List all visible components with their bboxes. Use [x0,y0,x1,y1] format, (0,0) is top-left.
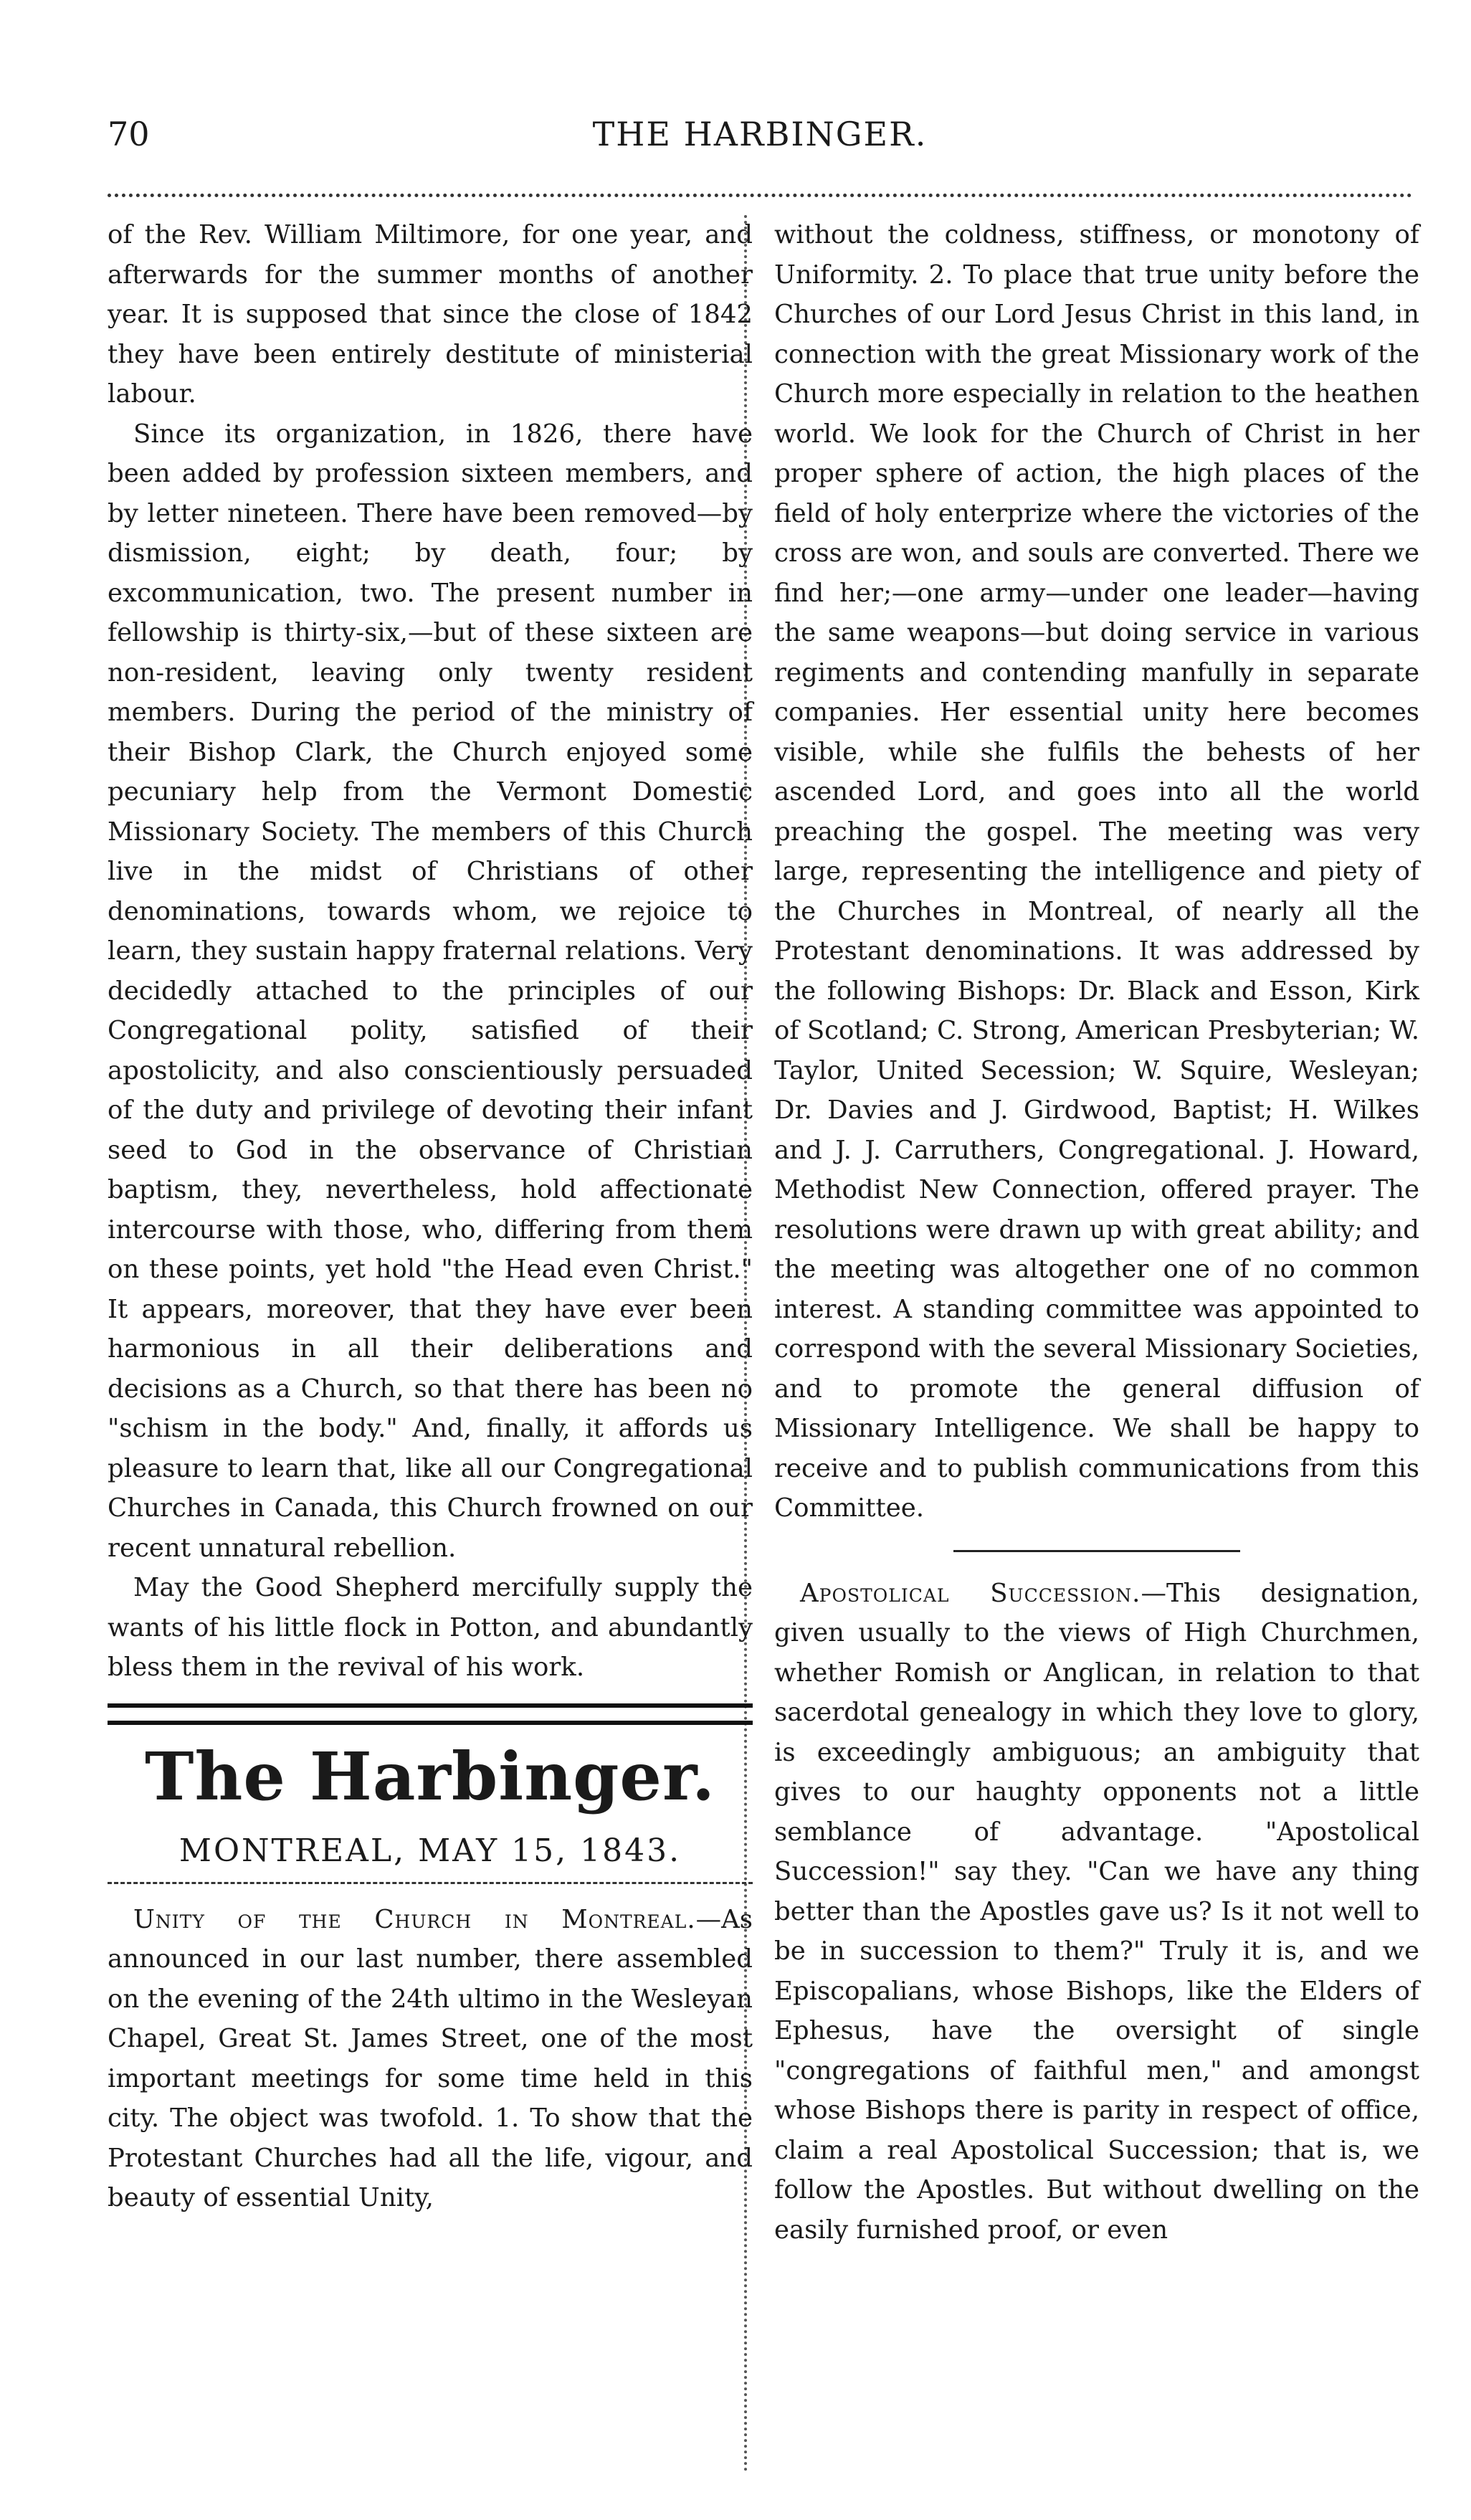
page-number: 70 [108,115,150,153]
article-body: —As announced in our last number, there assembled on the evening of the 24th ultimo in the Wesleyan Chapel, Great St. James Street, one of the most important meetings for some time held in this city. The object was twofold. 1. To show that the Protestant Churches had all the life, vigour, and beauty of essential Unity, [108,1904,753,2212]
masthead-rule [108,1703,753,1725]
article-unity [108,1900,753,2218]
dateline: MONTREAL, MAY 15, 1843. [178,1832,682,1869]
article-heading: Apostolical Succession. [800,1578,1141,1608]
running-title: THE HARBINGER. [592,115,928,153]
right-column [774,215,1419,2250]
paragraph: of the Rev. William Miltimore, for one year, and afterwards for the summer months of another year. It is supposed that since the close of 1842 they have been entirely destitute of ministerial labour. [108,220,753,409]
article-body: —This designation, given usually to the views of High Churchmen, whether Romish or Anglican, in relation to that sacerdotal genealogy in which they love to glory, is exceedingly ambiguous; an ambiguity that gives to our haughty opponents not a little semblance of advantage. "Apostolical Succession!" say they. "Can we have any thing better than the Apostles gave us? Is it not well to be in succession to them?" Truly it is, and we Episcopalians, whose Bishops, like the Elders of Ephesus, have the oversight of single "congregations of faithful men," and amongst whose Bishops there is parity in respect of office, claim a real Apostolical Succession; that is, we follow the Apostles. But without dwelling on the easily furnished proof, or even [774,1578,1419,2245]
paragraph: without the coldness, stiffness, or monotony of Uniformity. 2. To place that true unity before the Churches of our Lord Jesus Christ in this land, in connection with the great Missionary work of the Church more especially in relation to the heathen world. We look for the Church of Christ in her proper sphere of action, the high places of the field of holy enterprize where the victories of the cross are won, and souls are converted. There we find her;—one army—under one leader—having the same weapons—but doing service in various regiments and contending manfully in separate companies. Her essential unity here becomes visible, while she fulfils the behests of her ascended Lord, and goes into all the world preaching the gospel. The meeting was very large, representing the intelligence and piety of the Churches in Montreal, of nearly all the Protestant denominations. It was addressed by the following Bishops: Dr. Black and Esson, Kirk of Scotland; C. Strong, American Presbyterian; W. Taylor, United Secession; W. Squire, Wesleyan; Dr. Davies and J. Girdwood, Baptist; H. Wilkes and J. J. Carruthers, Congregational. J. Howard, Methodist New Connection, offered prayer. The resolutions were drawn up with great ability; and the meeting was altogether one of no common interest. A standing committee was appointed to correspond with the several Missionary Societies, and to promote the general diffusion of Missionary Intelligence. We shall be happy to receive and to publish communications from this Committee. [774,220,1419,1523]
section-rule [953,1550,1240,1552]
header-rule [108,194,1412,197]
article-succession [774,1574,1419,2250]
article-heading: Unity of the Church in Montreal. [133,1904,696,1934]
dateline-rule [108,1882,753,1884]
left-column [108,215,753,2218]
paragraph: May the Good Shepherd mercifully supply the wants of his little flock in Potton, and abundantly bless them in the revival of his work. [108,1573,753,1682]
page-header [108,115,1412,172]
paragraph: Since its organization, in 1826, there have been added by profession sixteen members, and by letter nineteen. There have been removed—by dismission, eight; by death, four; by excommunication, two. The present number in fellowship is thirty-six,—but of these sixteen are non-resident, leaving only twenty resident members. During the period of the ministry of their Bishop Clark, the Church enjoyed some pecuniary help from the Vermont Domestic Missionary Society. The members of this Church live in the midst of Christians of other denominations, towards whom, we rejoice to learn, they sustain happy fraternal relations. Very decidedly attached to the principles of our Congregational polity, satisfied of their apostolicity, and also conscientiously persuaded of the duty and privilege of devoting their infant seed to God in the observance of Christian baptism, they, nevertheless, hold affectionate intercourse with those, who, differing from them on these points, yet hold "the Head even Christ." It appears, moreover, that they have ever been harmonious in all their deliberations and decisions as a Church, so that there has been no "schism in the body." And, finally, it affords us pleasure to learn that, like all our Congregational Churches in Canada, this Church frowned on our recent unnatural rebellion. [108,419,753,1563]
masthead-title: The Harbinger. [145,1737,715,1815]
